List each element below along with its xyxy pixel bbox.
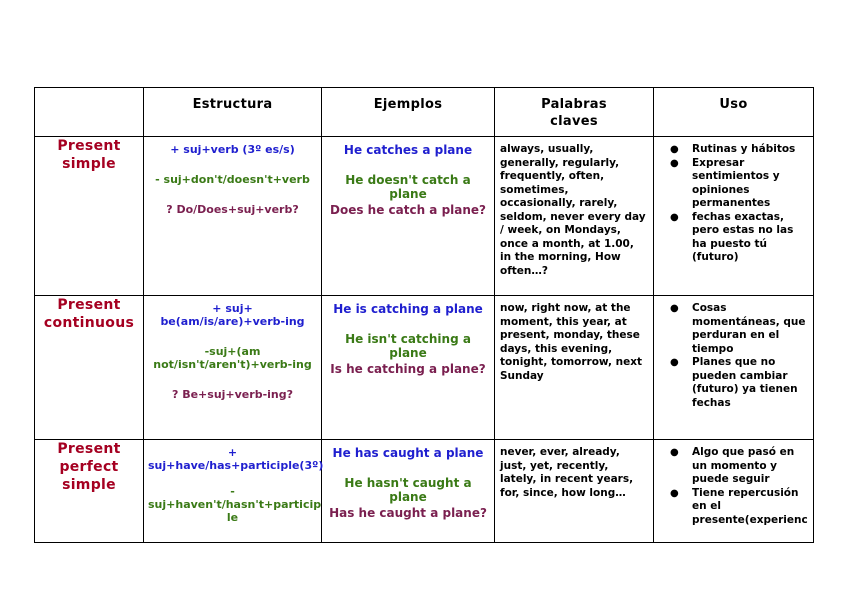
structure-cell xyxy=(144,137,322,296)
structure-interrogative: ? Do/Does+suj+verb? xyxy=(166,203,299,216)
example-negative: He hasn't caught a plane xyxy=(344,476,472,504)
examples-cell xyxy=(322,137,495,296)
list-item: ● Planes que no pueden cambiar (futuro) ya tienen fechas xyxy=(670,356,798,409)
examples-cell xyxy=(322,296,495,440)
bullet-icon: ● xyxy=(670,487,679,499)
structure-negative: - suj+don't/doesn't+verb xyxy=(155,173,310,186)
header-estructura: Estructura xyxy=(144,88,322,137)
list-item: ● Rutinas y hábitos xyxy=(670,143,796,155)
structure-affirmative: + xyxy=(227,446,238,459)
list-item: ● fechas exactas, pero estas no las ha puesto tú (futuro) xyxy=(670,210,794,263)
bullet-icon: ● xyxy=(670,447,679,458)
structure-affirmative: suj+have/has+participle(3º) xyxy=(148,459,324,472)
bullet-icon: ● xyxy=(670,357,679,368)
example-affirmative: He is catching a plane xyxy=(333,302,483,316)
structure-negative: -suj+haven't/hasn't+particip xyxy=(148,485,322,511)
example-interrogative: Has he caught a plane? xyxy=(329,506,487,520)
list-item: ● Cosas momentáneas, que perduran en el tiempo xyxy=(670,302,806,355)
structure-negative: -suj+(am xyxy=(204,345,261,358)
structure-affirmative: + suj+verb (3º es/s) xyxy=(170,143,295,156)
usage-cell xyxy=(654,137,814,296)
keywords-cell: now, right now, at the moment, this year, at present, monday, these days, this evening, tonight, tomorrow, next Sunday xyxy=(495,296,654,440)
structure-cell xyxy=(144,296,322,440)
structure-cell xyxy=(144,440,322,543)
usage-list xyxy=(662,143,809,265)
example-affirmative: He has caught a plane xyxy=(332,446,484,460)
example-affirmative: He catches a plane xyxy=(343,143,473,157)
list-item: ● Expresar sentimientos y opiniones permanentes xyxy=(670,156,780,209)
usage-cell xyxy=(654,440,814,543)
header-row xyxy=(35,88,814,137)
example-interrogative: Is he catching a plane? xyxy=(330,362,486,376)
usage-cell xyxy=(654,296,814,440)
tense-name: Present continuous xyxy=(35,296,144,440)
bullet-icon: ● xyxy=(670,144,679,155)
table-row xyxy=(35,440,814,543)
list-item: ● Tiene repercusión en el presente(experienc xyxy=(670,486,808,526)
structure-affirmative: + suj+ xyxy=(212,302,253,315)
examples-cell xyxy=(322,440,495,543)
tense-name: Present perfect simple xyxy=(35,440,144,543)
bullet-icon: ● xyxy=(670,211,679,223)
example-interrogative: Does he catch a plane? xyxy=(329,203,487,217)
keywords-cell: never, ever, already, just, yet, recently, lately, in recent years, for, since, how long… xyxy=(495,440,654,543)
example-negative: He isn't catching a plane xyxy=(345,332,471,360)
structure-interrogative: ? Be+suj+verb-ing? xyxy=(172,388,293,401)
grammar-table xyxy=(34,87,814,543)
bullet-icon: ● xyxy=(670,303,679,314)
usage-list xyxy=(662,302,809,410)
header-palabras-claves: Palabras claves xyxy=(495,88,654,137)
tense-name: Present simple xyxy=(35,137,144,296)
table-row xyxy=(35,137,814,296)
structure-affirmative: be(am/is/are)+verb-ing xyxy=(160,315,305,328)
structure-negative: not/isn't/aren't)+verb-ing xyxy=(153,358,312,371)
keywords-cell: always, usually, generally, regularly, frequently, often, sometimes, occasionally, rarely, seldom, never every day / week, on Mondays, once a month, at 1.00, in the morning, How often…? xyxy=(495,137,654,296)
example-negative: He doesn't catch a plane xyxy=(345,173,471,201)
table-row xyxy=(35,296,814,440)
structure-negative: le xyxy=(226,511,239,524)
header-empty xyxy=(35,88,144,137)
header-uso: Uso xyxy=(654,88,814,137)
header-ejemplos: Ejemplos xyxy=(322,88,495,137)
bullet-icon: ● xyxy=(670,157,679,169)
usage-list xyxy=(662,446,809,527)
list-item: ● Algo que pasó en un momento y puede seguir xyxy=(670,446,795,485)
